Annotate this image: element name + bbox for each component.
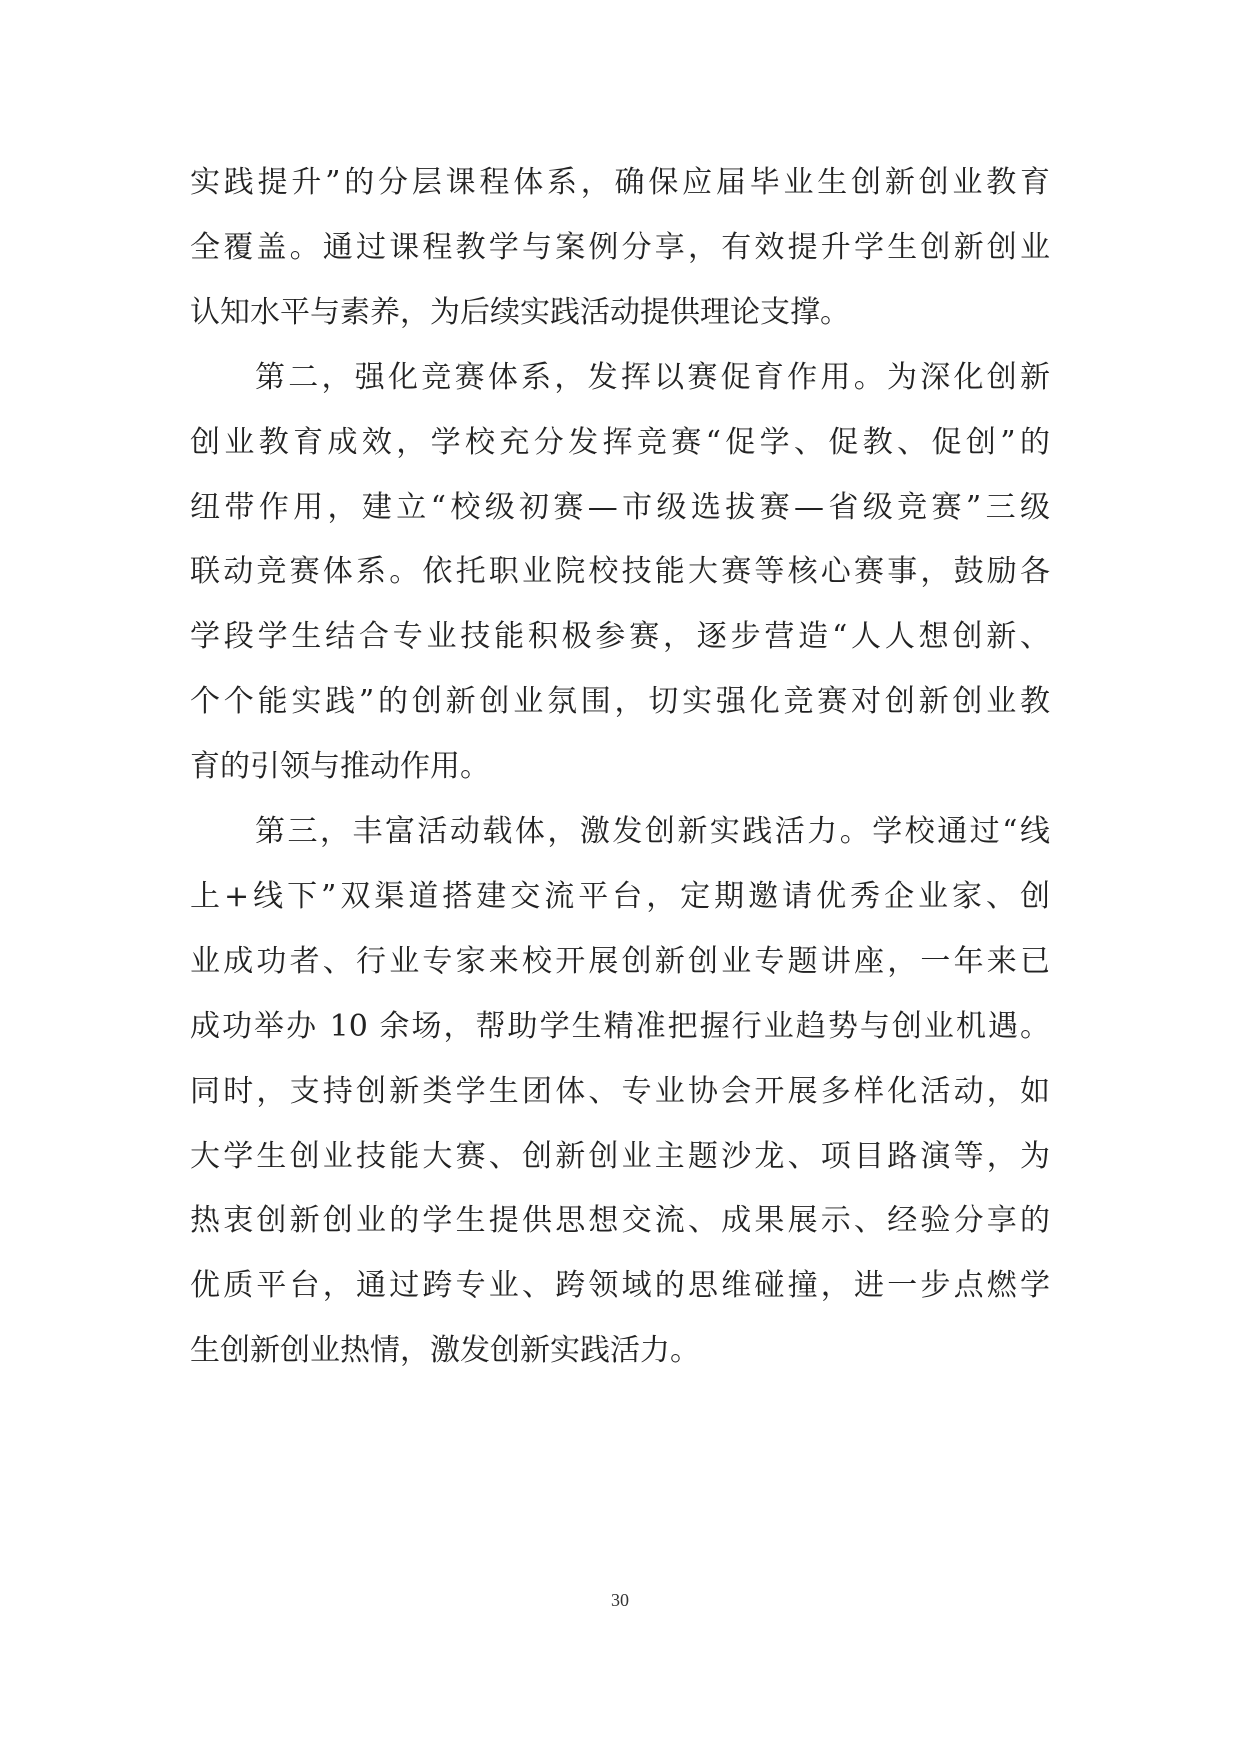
text-line: 创业教育成效，学校充分发挥竞赛“促学、促教、促创”的: [190, 424, 1050, 460]
text-line: 成功举办 10 余场，帮助学生精准把握行业趋势与创业机遇。: [190, 1008, 1050, 1044]
text-line: 第三，丰富活动载体，激发创新实践活力。学校通过“线: [255, 814, 1050, 849]
text-line: 认知水平与素养，为后续实践活动提供理论支撑。: [190, 294, 850, 330]
page-number: 30: [611, 1590, 629, 1610]
text-line: 纽带作用，建立“校级初赛—市级选拔赛—省级竞赛”三级: [190, 489, 1050, 525]
text-line: 联动竞赛体系。依托职业院校技能大赛等核心赛事，鼓励各: [190, 554, 1050, 590]
text-line: 个个能实践”的创新创业氛围，切实强化竞赛对创新创业教: [190, 684, 1050, 720]
text-line: 育的引领与推动作用。: [190, 749, 490, 785]
text-line: 大学生创业技能大赛、创新创业主题沙龙、项目路演等，为: [190, 1138, 1050, 1174]
text-line: 优质平台，通过跨专业、跨领域的思维碰撞，进一步点燃学: [190, 1268, 1050, 1304]
text-line: 生创新创业热情，激发创新实践活力。: [190, 1333, 700, 1369]
text-line: 业成功者、行业专家来校开展创新创业专题讲座，一年来已: [190, 943, 1050, 979]
text-line: 学段学生结合专业技能积极参赛，逐步营造“人人想创新、: [190, 619, 1050, 655]
text-line: 热衷创新创业的学生提供思想交流、成果展示、经验分享的: [190, 1203, 1050, 1239]
text-line: 全覆盖。通过课程教学与案例分享，有效提升学生创新创业: [190, 229, 1050, 265]
text-line: 实践提升”的分层课程体系，确保应届毕业生创新创业教育: [190, 165, 1050, 200]
text-line: 上+线下”双渠道搭建交流平台，定期邀请优秀企业家、创: [190, 878, 1050, 914]
text-line: 第二，强化竞赛体系，发挥以赛促育作用。为深化创新: [255, 359, 1050, 395]
text-line: 同时，支持创新类学生团体、专业协会开展多样化活动，如: [190, 1073, 1050, 1109]
